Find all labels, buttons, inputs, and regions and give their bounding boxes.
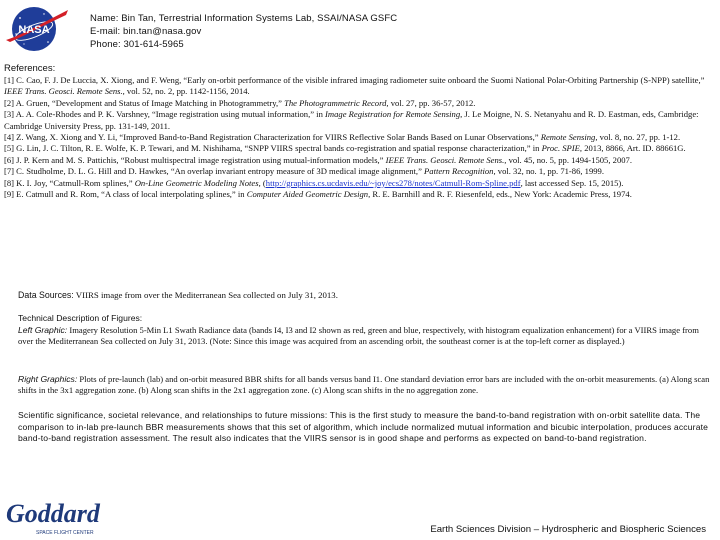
left-graphic-label: Left Graphic: [18,324,68,335]
reference-item: [9] E. Catmull and R. Rom, “A class of local interpolating splines,” in Computer Aided Geometric Design, R. E. Barnhill and R. F. Riesenfeld, eds., New York: Academic Press, 1974. [4,189,632,200]
significance-label: Scientific significance, societal relevance, and relationships to future missions: [18,410,328,420]
right-graphics-text: Plots of pre-launch (lab) and on-orbit measured BBR shifts for all bands versus band I1. One standard deviation error bars are included with the on-orbit measurements. (a) Along scan shifts in the 3x1 aggregation zone. (b) Along scan shifts in the 2x1 aggregation zone. (c) Along scan shifts in the no aggregation zone. [18,374,710,396]
reference-item: [4] Z. Wang, X. Xiong and Y. Li, “Improved Band-to-Band Registration Characterization for VIIRS Reflective Solar Bands Based on Lunar Observations,” Remote Sensing, vol. 8, no. 27, pp. 1-12. [4,132,681,143]
data-sources-text: VIIRS image from over the Mediterranean Sea collected on July 31, 2013. [73,290,338,300]
significance-text: This is the first study to measure the band-to-band registration with on-orbit satellite data. The comparison to in-lab pre-launch BBR measurements shows that this set of algorithm, which include normalized mutual information and bicubic interpolation, produces accurate band-to-band registration assessment. The result also indicates that the VIIRS sensor is in good shape and performs as expected on band-to-band registration. [18,410,709,444]
left-graphic-description [18,325,710,348]
svg-text:NASA: NASA [18,24,50,36]
data-sources [18,290,708,300]
technical-description [18,313,710,348]
goddard-logo-icon [4,494,114,538]
footer-division: Earth Sciences Division – Hydrospheric and Biospheric Sciences [430,524,706,535]
reference-item: [3] A. A. Cole-Rhodes and P. K. Varshney, “Image registration using mutual information,” in Image Registration for Remote Sensing, J. Le Moigne, N. S. Netanyahu and R. D. Eastman, eds, Cambridge: Cambridge University Press, pp. 131-149, 2011. [4,109,699,131]
reference-item: [2] A. Gruen, “Development and Status of Image Matching in Photogrammetry,” The Photogrammetric Record, vol. 27, pp. 36-57, 2012. [4,97,476,108]
data-sources-label: Data Sources: [18,290,74,300]
technical-title: Technical Description of Figures: [18,313,143,323]
reference-item: [8] K. I. Joy, “Catmull-Rom splines,” On-Line Geometric Modeling Notes, (http://graphics.cs.ucdavis.edu/~joy/ecs278/notes/Catmull-Rom-Spline.pdf, last accessed Sep. 15, 2015). [4,177,624,188]
svg-text:Goddard: Goddard [6,499,100,528]
contact-info [90,12,397,51]
catmull-rom-notes-link[interactable]: http://graphics.cs.ucdavis.edu/~joy/ecs278/notes/Catmull-Rom-Spline.pdf [265,177,521,188]
scientific-significance [18,410,710,445]
contact-phone: Phone: 301-614-5965 [90,39,184,50]
left-graphic-text: Imagery Resolution 5-Min L1 Swath Radiance data (bands I4, I3 and I2 shown as red, green and blue, respectively, with histogram equalization enhancement) for a VIIRS image from over the Mediterranean Sea collected on July 31, 2013. (Note: Since this image was acquired from an ascending orbit, the southeast corner is at the top-left corner as displayed.) [18,324,699,347]
right-graphics-description [18,374,710,397]
right-graphics-label: Right Graphics: [18,374,78,384]
nasa-meatball-icon [4,4,72,54]
reference-item: [6] J. P. Kern and M. S. Pattichis, “Robust multispectral image registration using mutual-information models,” IEEE Trans. Geosci. Remote Sens., vol. 45, no. 5, pp. 1494-1505, 2007. [4,154,632,165]
contact-email: E-mail: bin.tan@nasa.gov [90,26,202,37]
references-list [4,75,710,200]
svg-text:SPACE FLIGHT CENTER: SPACE FLIGHT CENTER [36,530,94,536]
references-title: References: [4,63,56,74]
reference-item: [1] C. Cao, F. J. De Luccia, X. Xiong, and F. Weng, “Early on-orbit performance of the visible infrared imaging radiometer suite onboard the Suomi National Polar-Orbiting Partnership (S-NPP) satellite,” IEEE Trans. Geosci. Remote Sens., vol. 52, no. 2, pp. 1142-1156, 2014. [4,75,705,97]
contact-name: Name: Bin Tan, Terrestrial Information Systems Lab, SSAI/NASA GSFC [90,13,398,24]
reference-item: [7] C. Studholme, D. L. G. Hill and D. Hawkes, “An overlap invariant entropy measure of 3D medical image alignment,” Pattern Recognition, vol. 32, no. 1, pp. 71-86, 1999. [4,166,605,177]
reference-item: [5] G. Lin, J. C. Tilton, R. E. Wolfe, K. P. Tewari, and M. Nishihama, “SNPP VIIRS spectral bands co-registration and spatial response characterization,” in Proc. SPIE, 2013, 8866, Art. ID. 88661G. [4,143,686,154]
